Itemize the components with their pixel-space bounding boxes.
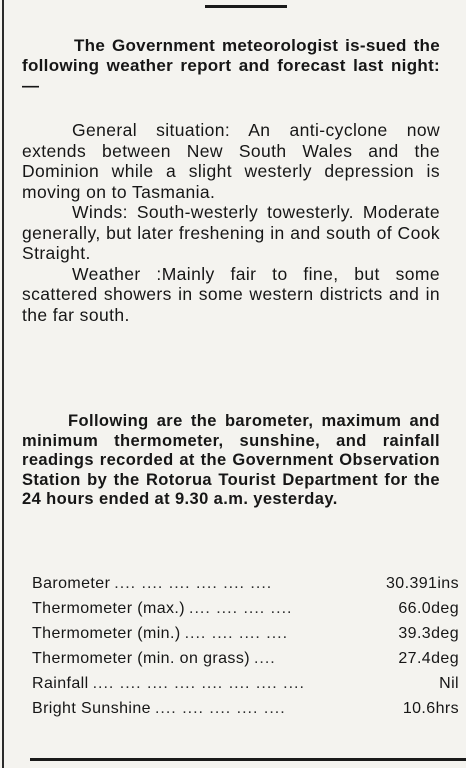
reading-row-thermometer-grass	[32, 650, 459, 675]
reading-value: 27.4deg	[398, 650, 459, 667]
general-situation-paragraph: General situation: An anti-cyclone now extends between New South Wales and the Dominion while a slight westerly depression is moving on to Tasmania.	[22, 120, 440, 202]
reading-label: Thermometer (min. on grass)	[32, 650, 250, 667]
reading-value: 66.0deg	[398, 600, 459, 617]
reading-row-thermometer-min	[32, 625, 459, 650]
winds-paragraph: Winds: South-westerly towesterly. Moderate generally, but later freshening in and south of Cook Straight.	[22, 202, 440, 263]
readings-table	[32, 575, 459, 725]
reading-label: Thermometer (min.)	[32, 625, 181, 642]
forecast-body	[22, 120, 440, 325]
reading-row-barometer	[32, 575, 459, 600]
readings-intro: Following are the barometer, maximum and minimum thermometer, sunshine, and rainfall readings recorded at the Government Observation Station by the Rotorua Tourist Department for the 24 hours ended at 9.30 a.m. yesterday.	[22, 412, 440, 508]
leader-dots: .... .... .... ....	[189, 600, 293, 617]
report-intro: The Government meteorologist is-sued the following weather report and forecast last night:—	[22, 36, 440, 95]
weather-paragraph: Weather :Mainly fair to fine, but some scattered showers in some western districts and in the far south.	[22, 263, 440, 325]
reading-row-sunshine	[32, 700, 459, 725]
reading-label: Bright Sunshine	[32, 700, 151, 717]
reading-row-thermometer-max	[32, 600, 459, 625]
column-border	[2, 0, 4, 768]
reading-value: 10.6hrs	[402, 700, 459, 717]
reading-value: 30.391ins	[386, 575, 459, 592]
leader-dots: .... .... .... ....	[184, 625, 289, 642]
reading-value: 39.3deg	[398, 625, 459, 642]
bottom-rule	[30, 758, 466, 761]
leader-dots: ....	[253, 650, 276, 667]
top-rule	[205, 5, 287, 8]
reading-label: Thermometer (max.)	[32, 600, 185, 617]
leader-dots: .... .... .... .... ....	[154, 700, 286, 717]
reading-label: Rainfall	[32, 675, 89, 692]
reading-label: Barometer	[32, 575, 111, 592]
reading-value: Nil	[439, 675, 459, 692]
leader-dots: .... .... .... .... .... .... .... ....	[92, 675, 305, 692]
reading-row-rainfall	[32, 675, 459, 700]
leader-dots: .... .... .... .... .... ....	[114, 575, 273, 592]
